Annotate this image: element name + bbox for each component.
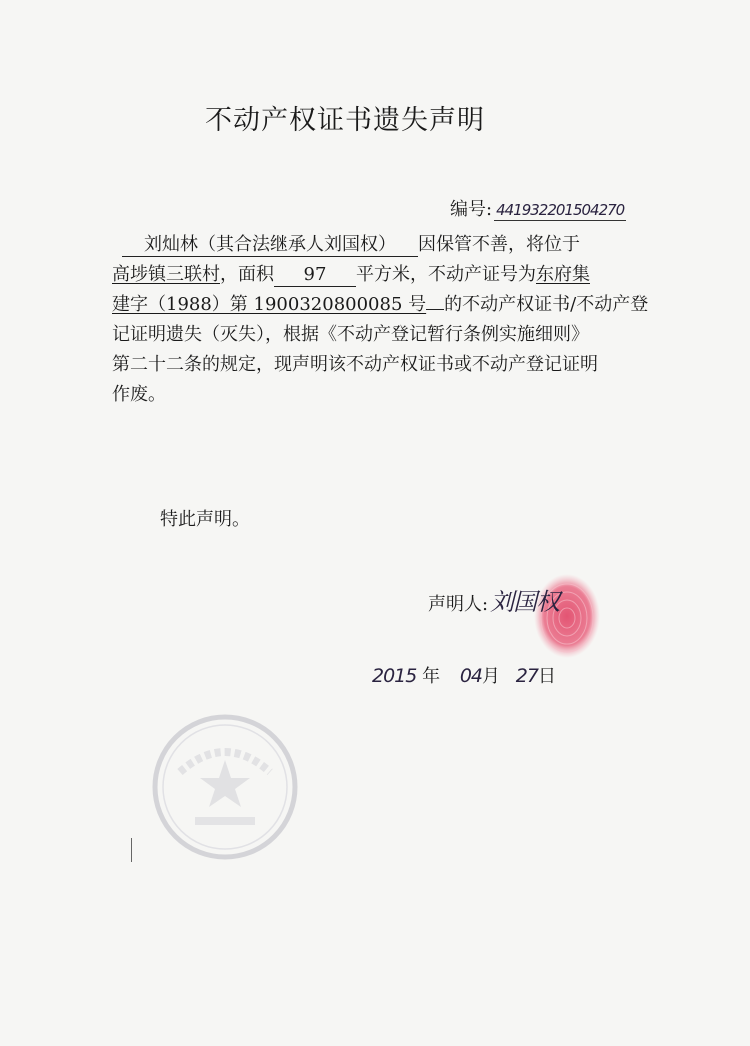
number-label: 编号: — [450, 199, 493, 220]
declarant-signature: 刘国权 — [490, 588, 560, 616]
margin-mark — [131, 838, 132, 862]
date-year: 2015 — [372, 665, 417, 687]
body-line-4: 记证明遗失（灭失），根据《不动产登记暂行条例实施细则》 — [112, 324, 589, 345]
holder-name: 刘灿林（其合法继承人刘国权） — [122, 234, 418, 257]
body-line-6: 作废。 — [112, 384, 166, 405]
document-number — [450, 195, 626, 221]
body-text-4: 的不动产权证书/不动产登 — [444, 294, 649, 315]
body-line-2 — [112, 260, 662, 290]
date-year-char: 年 — [422, 666, 441, 687]
certificate-number-part2: 建字（1988）第 1900320800085 号 — [112, 294, 427, 315]
date-line — [372, 662, 556, 688]
date-day: 27 — [515, 665, 538, 687]
date-month-char: 月 — [482, 666, 501, 687]
closing-statement: 特此声明。 — [160, 509, 250, 530]
property-area: 97 — [274, 264, 356, 287]
date-month: 04 — [459, 665, 483, 687]
body-text-3: 平方米，不动产证号为 — [356, 264, 536, 285]
number-value: 441932201504270 — [496, 201, 625, 219]
date-day-char: 日 — [537, 666, 556, 687]
body-text-1: 因保管不善，将位于 — [418, 234, 580, 255]
property-location: 高埗镇三联村 — [112, 264, 220, 285]
declarant-line — [428, 582, 559, 617]
certificate-number-part1: 东府集 — [536, 264, 590, 285]
body-text-2: ，面积 — [220, 264, 274, 285]
document-title: 不动产权证书遗失声明 — [205, 105, 485, 136]
body-line-5: 第二十二条的规定，现声明该不动产权证书或不动产登记证明 — [112, 354, 598, 375]
declarant-label: 声明人: — [428, 594, 489, 615]
faded-official-seal — [150, 712, 300, 862]
body-line-3 — [112, 290, 662, 320]
body-line-1 — [122, 230, 662, 260]
declaration-body — [112, 230, 662, 410]
